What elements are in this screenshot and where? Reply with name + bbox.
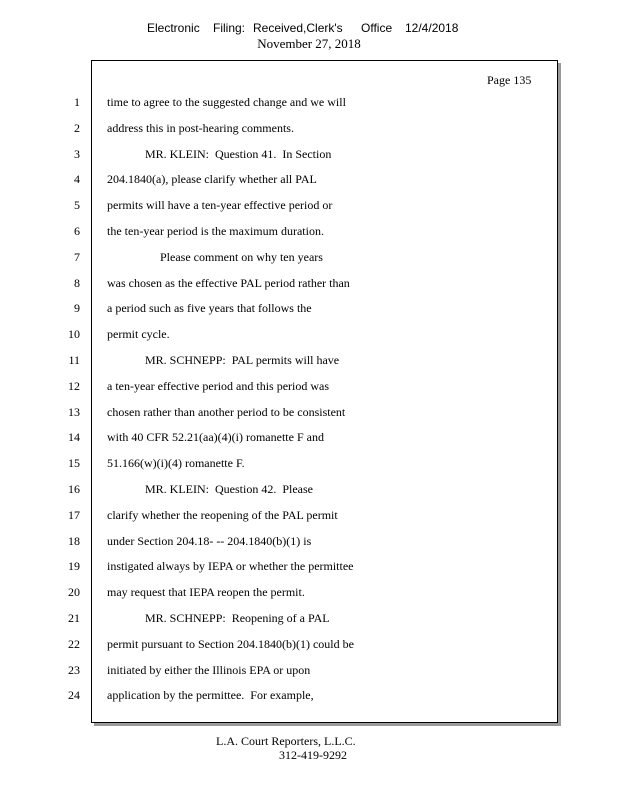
line-number: 5	[74, 198, 80, 213]
line-text: clarify whether the reopening of the PAL permit	[107, 507, 338, 522]
stamp-word: Filing:	[213, 21, 246, 35]
line-number: 1	[74, 95, 80, 109]
line-number: 8	[74, 275, 80, 290]
line-text: chosen rather than another period to be consistent	[107, 404, 346, 419]
line-text: with 40 CFR 52.21(aa)(4)(i) romanette F and	[107, 430, 324, 445]
line-text: may request that IEPA reopen the permit.	[107, 585, 305, 600]
line-text: 204.1840(a), please clarify whether all PAL	[107, 172, 317, 187]
line-text: instigated always by IEPA or whether the permittee	[107, 559, 354, 574]
page-number: Page 135	[487, 73, 532, 87]
stamp-date: 12/4/2018	[405, 21, 459, 35]
line-number: 3	[74, 146, 80, 161]
line-number: 19	[68, 559, 80, 574]
transcript-line	[0, 276, 618, 302]
line-number: 10	[68, 327, 80, 342]
transcript-line	[0, 611, 618, 637]
line-text: MR. KLEIN: Question 42. Please	[145, 481, 313, 496]
transcript-line	[0, 95, 618, 121]
line-text: permit pursuant to Section 204.1840(b)(1) could be	[107, 636, 354, 651]
line-number: 20	[68, 585, 80, 600]
transcript-line	[0, 327, 618, 353]
transcript-line	[0, 456, 618, 482]
transcript-line	[0, 198, 618, 224]
line-text: time to agree to the suggested change and we will	[107, 95, 346, 109]
transcript-line	[0, 121, 618, 147]
line-number: 23	[68, 662, 80, 677]
line-number: 9	[74, 301, 80, 316]
transcript-lines	[0, 95, 618, 714]
transcript-line	[0, 534, 618, 560]
line-number: 22	[68, 636, 80, 651]
reporter-company: L.A. Court Reporters, L.L.C.	[216, 734, 356, 748]
line-text: application by the permittee. For example,	[107, 688, 314, 703]
transcript-line	[0, 637, 618, 663]
transcript-line	[0, 172, 618, 198]
transcript-line	[0, 405, 618, 431]
line-number: 16	[68, 481, 80, 496]
transcript-line	[0, 224, 618, 250]
line-number: 18	[68, 533, 80, 548]
stamp-word: Electronic	[147, 21, 200, 35]
line-text: permits will have a ten-year effective period or	[107, 198, 333, 213]
line-text: 51.166(w)(i)(4) romanette F.	[107, 456, 245, 471]
transcript-line	[0, 353, 618, 379]
transcript-line	[0, 688, 618, 714]
line-text: MR. SCHNEPP: PAL permits will have	[145, 352, 340, 367]
transcript-line	[0, 585, 618, 611]
line-number: 24	[68, 688, 80, 703]
line-number: 17	[68, 507, 80, 522]
transcript-line	[0, 482, 618, 508]
line-number: 4	[74, 172, 80, 187]
transcript-line	[0, 379, 618, 405]
stamp-word: Office	[361, 21, 393, 35]
line-text: address this in post-hearing comments.	[107, 120, 294, 135]
transcript-line	[0, 663, 618, 689]
transcript-line	[0, 147, 618, 173]
line-number: 15	[68, 456, 80, 471]
line-text: a period such as five years that follows the	[107, 301, 312, 316]
line-number: 2	[74, 120, 80, 135]
line-text: Please comment on why ten years	[160, 249, 323, 264]
line-number: 11	[68, 352, 80, 367]
transcript-line	[0, 301, 618, 327]
line-text: was chosen as the effective PAL period rather than	[107, 275, 350, 290]
line-text: the ten-year period is the maximum duration.	[107, 223, 324, 238]
line-number: 21	[68, 610, 80, 625]
transcript-line	[0, 430, 618, 456]
line-text: under Section 204.18- -- 204.1840(b)(1) is	[107, 533, 312, 548]
hearing-date: November 27, 2018	[257, 36, 361, 51]
line-number: 14	[68, 430, 80, 445]
transcript-line	[0, 559, 618, 585]
line-text: MR. KLEIN: Question 41. In Section	[145, 146, 332, 161]
line-number: 7	[74, 249, 80, 264]
line-text: initiated by either the Illinois EPA or upon	[107, 662, 311, 677]
line-number: 6	[74, 223, 80, 238]
line-text: a ten-year effective period and this period was	[107, 378, 330, 393]
reporter-phone: 312-419-9292	[279, 748, 347, 762]
line-text: MR. SCHNEPP: Reopening of a PAL	[145, 610, 330, 625]
stamp-word: Received,Clerk's	[253, 21, 343, 35]
line-text: permit cycle.	[107, 327, 170, 342]
transcript-line	[0, 508, 618, 534]
transcript-line	[0, 250, 618, 276]
line-number: 12	[68, 378, 80, 393]
line-number: 13	[68, 404, 80, 419]
